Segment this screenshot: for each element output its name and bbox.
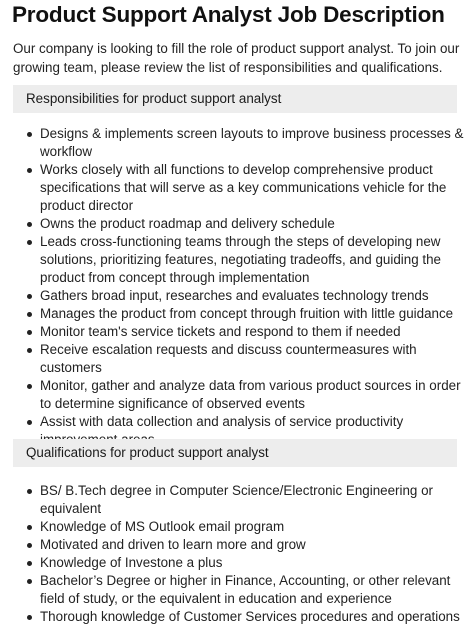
bullet-icon: [27, 348, 32, 353]
list-item: [0, 287, 474, 305]
list-item: [0, 305, 474, 323]
intro-paragraph: Our company is looking to fill the role of product support analyst. To join our growing team, please review the list of responsibilities and qualifications.: [13, 41, 460, 75]
list-item-text: Designs & implements screen layouts to improve business processes & workflow: [40, 126, 464, 159]
bullet-icon: [27, 543, 32, 548]
list-item: [0, 608, 474, 626]
list-item: [0, 554, 474, 572]
list-item-text: Manages the product from concept through fruition with little guidance: [40, 306, 454, 321]
list-item-text: Monitor team's service tickets and respond to them if needed: [40, 324, 401, 339]
qualifications-heading: Qualifications for product support analyst: [13, 439, 457, 467]
list-item-text: Motivated and driven to learn more and grow: [40, 537, 306, 552]
list-item-text: Owns the product roadmap and delivery schedule: [40, 216, 335, 231]
list-item: [0, 572, 474, 608]
list-item: [0, 377, 474, 413]
bullet-icon: [27, 330, 32, 335]
bullet-icon: [27, 579, 32, 584]
list-item-text: Works closely with all functions to develop comprehensive product specifications that will serve as a key communications vehicle for the product director: [40, 162, 447, 213]
list-item-text: Knowledge of MS Outlook email program: [40, 519, 285, 534]
bullet-icon: [27, 168, 32, 173]
list-item: [0, 536, 474, 554]
list-item: [0, 233, 474, 287]
list-item-text: Bachelor’s Degree or higher in Finance, Accounting, or other relevant field of study, or the equivalent in education and experience: [40, 573, 451, 606]
bullet-icon: [27, 222, 32, 227]
bullet-icon: [27, 489, 32, 494]
list-item: [0, 341, 474, 377]
responsibilities-list: [0, 125, 474, 449]
list-item-text: Knowledge of Investone a plus: [40, 555, 223, 570]
list-item: [0, 161, 474, 215]
qualifications-list: [0, 482, 474, 626]
bullet-icon: [27, 240, 32, 245]
list-item: [0, 215, 474, 233]
list-item-text: Thorough knowledge of Customer Services procedures and operations: [40, 609, 460, 624]
list-item: [0, 518, 474, 536]
bullet-icon: [27, 525, 32, 530]
bullet-icon: [27, 312, 32, 317]
list-item: [0, 482, 474, 518]
bullet-icon: [27, 615, 32, 620]
responsibilities-heading: Responsibilities for product support analyst: [13, 85, 457, 113]
page-title: Product Support Analyst Job Description: [12, 2, 445, 27]
list-item: [0, 125, 474, 161]
bullet-icon: [27, 294, 32, 299]
bullet-icon: [27, 132, 32, 137]
list-item-text: Monitor, gather and analyze data from various product sources in order to determine significance of observed events: [40, 378, 461, 411]
list-item: [0, 323, 474, 341]
bullet-icon: [27, 420, 32, 425]
list-item-text: BS/ B.Tech degree in Computer Science/Electronic Engineering or equivalent: [40, 483, 434, 516]
list-item-text: Gathers broad input, researches and evaluates technology trends: [40, 288, 429, 303]
list-item-text: Receive escalation requests and discuss countermeasures with customers: [40, 342, 417, 375]
list-item-text: Leads cross-functioning teams through the steps of developing new solutions, prioritizing features, negotiating tradeoffs, and guiding the product from concept through implementation: [40, 234, 441, 285]
list-item-text: Assist with data collection and analysis of service productivity: [40, 414, 404, 429]
bullet-icon: [27, 384, 32, 389]
bullet-icon: [27, 561, 32, 566]
